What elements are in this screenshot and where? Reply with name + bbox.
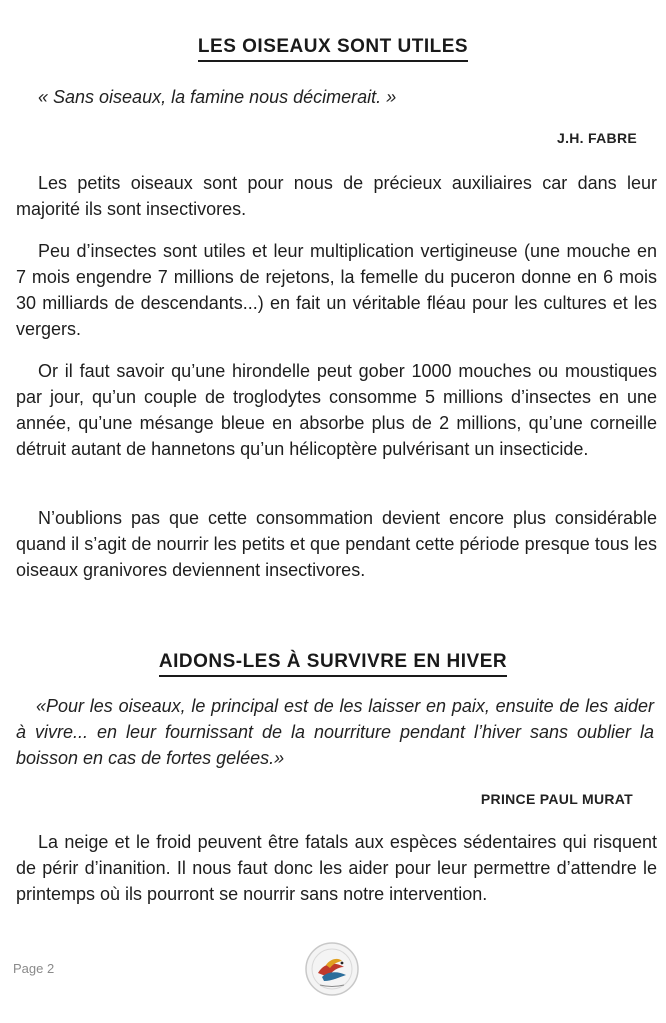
quote-murat: «Pour les oiseaux, le principal est de les laisser en paix, ensuite de les aider à vivre... en leur fournissant de la nourriture pendant l’hiver sans oublier la boisson en cas de fortes gelées.» <box>16 696 654 768</box>
bird-association-logo-icon <box>304 941 360 997</box>
section-title-text: AIDONS-LES À SURVIVRE EN HIVER <box>159 651 507 677</box>
paragraph: Les petits oiseaux sont pour nous de précieux auxiliaires car dans leur majorité ils sont insectivores. <box>16 173 657 219</box>
section-title-winter <box>0 651 666 673</box>
section-title-useful-birds <box>0 36 666 58</box>
paragraph: La neige et le froid peuvent être fatals aux espèces sédentaires qui risquent de périr d’inanition. Il nous faut donc les aider pour leur permettre d’attendre le printemps où ils pourront se nourrir sans notre intervention. <box>16 832 657 904</box>
paragraph: N’oublions pas que cette consommation devient encore plus considérable quand il s’agit de nourrir les petits et que pendant cette période presque tous les oiseaux granivores deviennent insectivores. <box>16 508 657 580</box>
paragraph: Or il faut savoir qu’une hirondelle peut gober 1000 mouches ou moustiques par jour, qu’un couple de troglodytes consomme 5 millions d’insectes en une année, qu’une mésange bleue en absorbe plus de 2 millions, qu’une corneille détruit autant de hannetons qu’un hélicoptère pulvérisant un insecticide. <box>16 361 657 459</box>
quote-fabre: « Sans oiseaux, la famine nous décimerait. » <box>38 87 397 107</box>
attribution-murat: PRINCE PAUL MURAT <box>480 791 633 807</box>
section-title-text: LES OISEAUX SONT UTILES <box>198 36 468 62</box>
page-number: Page 2 <box>13 961 55 976</box>
attribution-fabre: J.H. FABRE <box>556 130 637 146</box>
paragraph: Peu d’insectes sont utiles et leur multiplication vertigineuse (une mouche en 7 mois engendre 7 millions de rejetons, la femelle du puceron donne en 6 mois 30 milliards de descendants...) en fait un véritable fléau pour les cultures et les vergers. <box>16 241 657 339</box>
